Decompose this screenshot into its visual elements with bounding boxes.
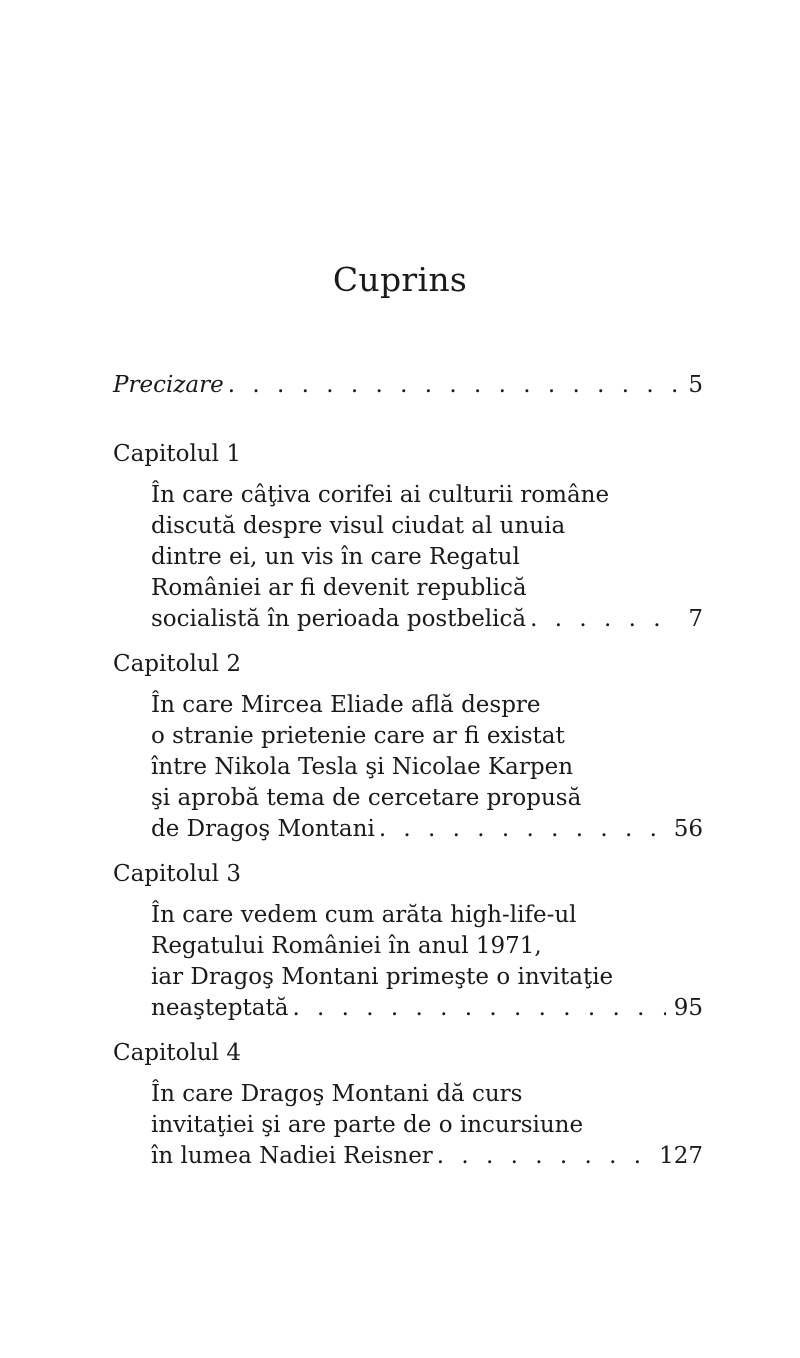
description-last-line bbox=[151, 993, 703, 1024]
description-line: În care Mircea Eliade află despre bbox=[151, 692, 541, 718]
description-last-line bbox=[151, 1141, 703, 1172]
description-last-line bbox=[151, 604, 703, 635]
chapter-description bbox=[113, 900, 703, 1024]
dot-leader bbox=[292, 993, 665, 1024]
description-line: în lumea Nadiei Reisner bbox=[151, 1143, 433, 1169]
description-line: În care vedem cum arăta high-life-ul bbox=[151, 902, 577, 928]
chapter-title: Capitolul 4 bbox=[113, 1040, 241, 1066]
page-title: Cuprins bbox=[332, 260, 468, 299]
preface-page-number: 5 bbox=[688, 372, 703, 398]
dot-leader bbox=[228, 370, 681, 401]
toc-entry-chapter-1[interactable] bbox=[113, 439, 703, 635]
chapter-title: Capitolul 1 bbox=[113, 441, 241, 467]
toc-entry-preface[interactable] bbox=[113, 370, 703, 401]
chapter-page-number: 7 bbox=[688, 606, 703, 632]
chapter-page-number: 95 bbox=[673, 995, 703, 1021]
dot-leader bbox=[530, 604, 680, 635]
chapter-description bbox=[113, 690, 703, 845]
description-line: invitaţiei şi are parte de o incursiune bbox=[151, 1112, 584, 1138]
preface-label: Precizare bbox=[113, 372, 224, 398]
table-of-contents bbox=[113, 370, 703, 1186]
dot-leader bbox=[437, 1141, 651, 1172]
chapter-title: Capitolul 2 bbox=[113, 651, 241, 677]
description-line: Regatului României în anul 1971, bbox=[151, 933, 542, 959]
description-line: României ar fi devenit republică bbox=[151, 575, 527, 601]
description-line: de Dragoş Montani bbox=[151, 816, 375, 842]
description-line: şi aprobă tema de cercetare propusă bbox=[151, 785, 582, 811]
description-line: între Nikola Tesla şi Nicolae Karpen bbox=[151, 754, 574, 780]
chapter-title: Capitolul 3 bbox=[113, 861, 241, 887]
toc-entry-chapter-2[interactable] bbox=[113, 649, 703, 845]
chapter-page-number: 56 bbox=[673, 816, 703, 842]
description-line: o stranie prietenie care ar fi existat bbox=[151, 723, 565, 749]
description-last-line bbox=[151, 814, 703, 845]
chapter-page-number: 127 bbox=[659, 1143, 703, 1169]
toc-entry-chapter-4[interactable] bbox=[113, 1038, 703, 1172]
dot-leader bbox=[379, 814, 666, 845]
description-line: În care Dragoş Montani dă curs bbox=[151, 1081, 523, 1107]
description-line: dintre ei, un vis în care Regatul bbox=[151, 544, 520, 570]
chapter-description bbox=[113, 1079, 703, 1172]
description-line: iar Dragoş Montani primeşte o invitaţie bbox=[151, 964, 614, 990]
description-line: socialistă în perioada postbelică bbox=[151, 606, 527, 632]
description-line: neaşteptată bbox=[151, 995, 289, 1021]
toc-entry-chapter-3[interactable] bbox=[113, 859, 703, 1024]
description-line: În care câţiva corifei ai culturii române bbox=[151, 482, 610, 508]
chapter-description bbox=[113, 480, 703, 635]
description-line: discută despre visul ciudat al unuia bbox=[151, 513, 566, 539]
